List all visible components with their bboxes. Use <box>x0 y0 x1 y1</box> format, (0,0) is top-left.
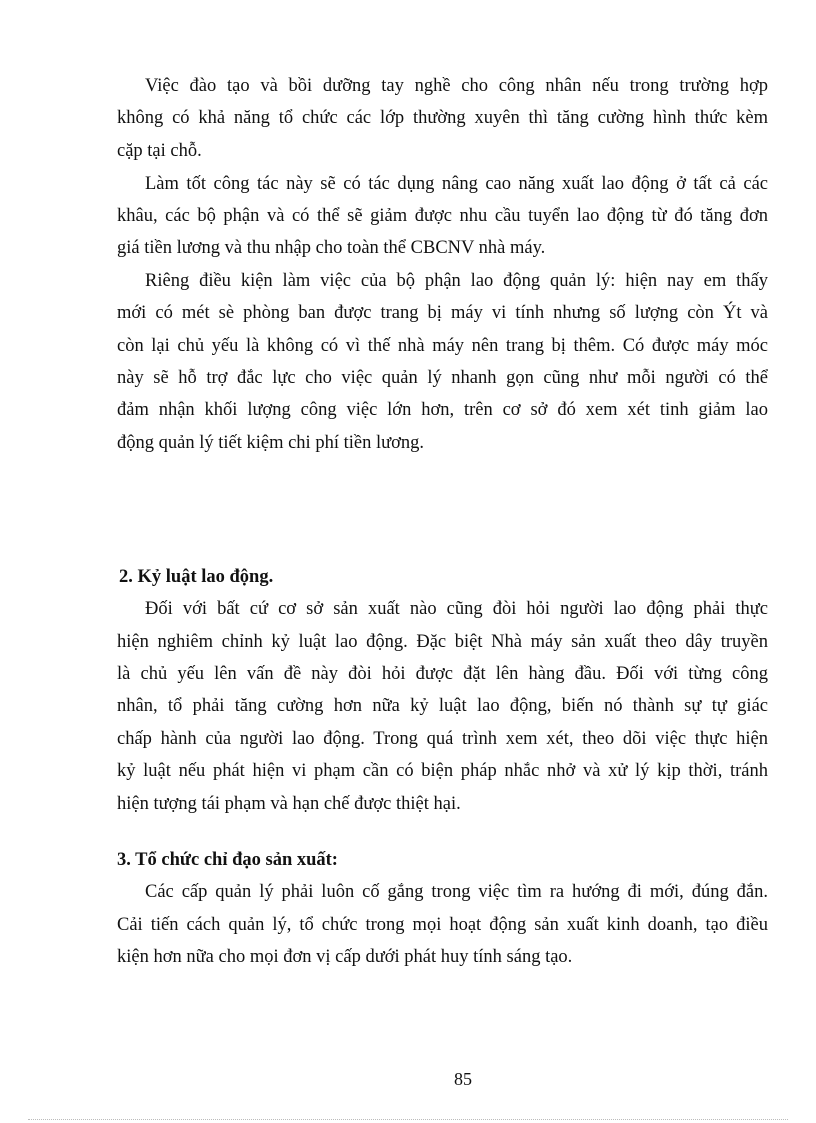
paragraph-2-line-1: Làm tốt công tác này sẽ có tác dụng nâng cao năng xuất lao động ở tất cả các <box>145 174 768 194</box>
paragraph-1-line-3: cặp tại chỗ. <box>117 141 202 161</box>
section-3-line-1: Các cấp quản lý phải luôn cố gắng trong việc tìm ra hướng đi mới, đúng đắn. <box>145 882 768 902</box>
paragraph-3-line-3: còn lại chủ yếu là không có vì thế nhà máy nên trang bị thêm. Có được máy móc <box>117 336 768 356</box>
section-2-line-6: kỷ luật nếu phát hiện vi phạm cần có biện pháp nhắc nhở và xử lý kịp thời, tránh <box>117 761 768 781</box>
paragraph-1-line-1: Việc đào tạo và bồi dưỡng tay nghề cho công nhân nếu trong trường hợp <box>145 76 768 96</box>
section-2-line-1: Đối với bất cứ cơ sở sản xuất nào cũng đòi hỏi người lao động phải thực <box>145 599 768 619</box>
section-2-line-3: là chủ yếu lên vấn đề này đòi hỏi được đặt lên hàng đầu. Đối với từng công <box>117 664 768 684</box>
paragraph-3-line-2: mới có mét sè phòng ban được trang bị máy vi tính nhưng số lượng còn Ýt và <box>117 303 768 323</box>
paragraph-2-line-2: khâu, các bộ phận và có thể sẽ giảm được nhu cầu tuyển lao động từ đó tăng đơn <box>117 206 768 226</box>
section-2-line-5: chấp hành của người lao động. Trong quá trình xem xét, theo dõi việc thực hiện <box>117 729 768 749</box>
section-2-line-2: hiện nghiêm chỉnh kỷ luật lao động. Đặc biệt Nhà máy sản xuất theo dây truyền <box>117 632 768 652</box>
page-number: 85 <box>454 1069 472 1089</box>
paragraph-3-line-5: đảm nhận khối lượng công việc lớn hơn, trên cơ sở đó xem xét tinh giảm lao <box>117 400 768 420</box>
paragraph-3-line-6: động quản lý tiết kiệm chi phí tiền lương. <box>117 433 425 453</box>
paragraph-1-line-2: không có khả năng tổ chức các lớp thường xuyên thì tăng cường hình thức kèm <box>117 108 768 128</box>
section-2-line-7: hiện tượng tái phạm và hạn chế được thiệt hại. <box>117 794 461 814</box>
bottom-divider <box>28 1119 788 1120</box>
paragraph-3-line-4: này sẽ hỗ trợ đắc lực cho việc quản lý nhanh gọn cũng như mỗi người có thể <box>117 368 768 388</box>
paragraph-3-line-1: Riêng điều kiện làm việc của bộ phận lao động quản lý: hiện nay em thấy <box>145 271 768 291</box>
section-3-line-2: Cải tiến cách quản lý, tổ chức trong mọi hoạt động sản xuất kinh doanh, tạo điều <box>117 915 768 935</box>
section-2-line-4: nhân, tổ phải tăng cường hơn nữa kỷ luật lao động, biến nó thành sự tự giác <box>117 696 768 716</box>
paragraph-2-line-3: giá tiền lương và thu nhập cho toàn thể CBCNV nhà máy. <box>117 238 546 258</box>
section-3-line-3: kiện hơn nữa cho mọi đơn vị cấp dưới phát huy tính sáng tạo. <box>117 947 573 967</box>
section-2-heading: 2. Kỷ luật lao động. <box>119 567 274 587</box>
section-3-heading: 3. Tổ chức chỉ đạo sản xuất: <box>117 850 338 870</box>
